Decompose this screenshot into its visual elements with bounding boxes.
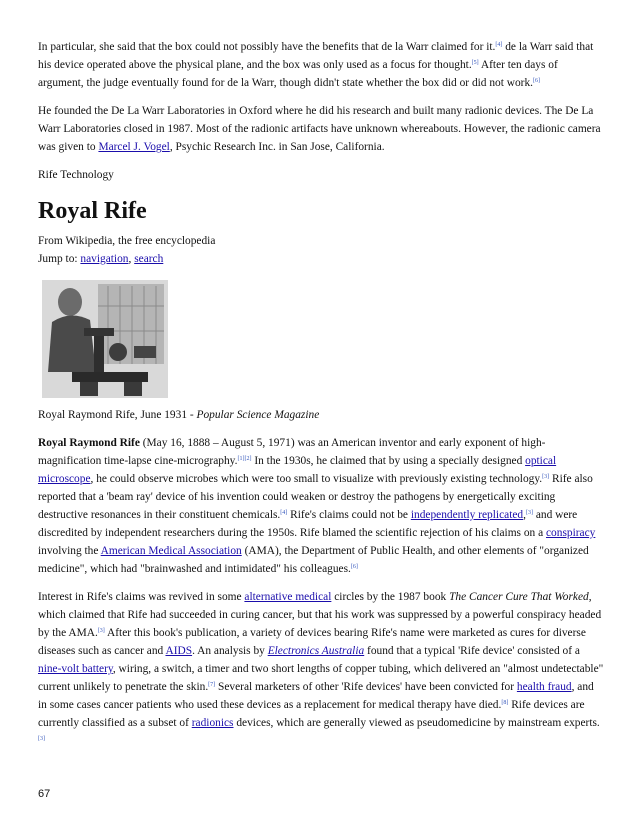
- book-title: The Cancer Cure That Worked: [449, 591, 589, 603]
- text: found that a typical 'Rife device' consisted of a: [364, 645, 580, 657]
- text: ,: [128, 253, 135, 265]
- text: ,: [523, 509, 526, 521]
- citation-ref[interactable]: [4]: [495, 42, 503, 48]
- text: Interest in Rife's claims was revived in some: [38, 591, 245, 603]
- text: , which claimed that Rife had succeeded in curing cancer, but that his work was suppressed by a powerful conspiracy headed by the AMA.: [38, 591, 602, 639]
- text: and were discredited by independent researchers during the 1950s. Rife blamed the scientific rejection of his claims on a: [38, 509, 578, 539]
- subject-name: Royal Raymond Rife: [38, 437, 140, 449]
- link-electronics-australia[interactable]: Electronics Australia: [267, 645, 365, 657]
- text: Rife's claims could not be: [287, 509, 411, 521]
- link-conspiracy[interactable]: conspiracy: [546, 527, 596, 539]
- citation-ref[interactable]: [3]: [525, 510, 533, 516]
- link-independently-replicated[interactable]: independently replicated: [410, 509, 524, 521]
- paragraph-de-la-warr-trial: [38, 38, 604, 92]
- text: In the 1930s, he claimed that by using a specially designed: [251, 455, 526, 467]
- photo-caption: [38, 406, 604, 424]
- citation-ref[interactable]: [3]: [38, 736, 45, 742]
- text: involving the: [38, 545, 101, 557]
- page-number: 67: [38, 788, 51, 800]
- text: (May 16, 1888 – August 5, 1971) was an American inventor and early exponent of high-magnification time-lapse cine-micrography.: [38, 437, 546, 467]
- citation-ref[interactable]: [3]: [542, 474, 550, 480]
- link-navigation[interactable]: navigation: [80, 253, 129, 265]
- link-search[interactable]: search: [134, 253, 164, 265]
- paragraph-biography: [38, 434, 604, 578]
- page-title: Royal Rife: [38, 198, 147, 224]
- text: . An analysis by: [192, 645, 268, 657]
- citation-ref[interactable]: [8]: [501, 700, 509, 706]
- text: After ten days of argument, the judge eventually found for de la Warr, though didn't state whether the box did or did not work.: [38, 59, 558, 89]
- royal-rife-photo: [38, 276, 172, 402]
- paragraph-revival: [38, 588, 604, 750]
- source-line: From Wikipedia, the free encyclopedia: [38, 235, 216, 247]
- paragraph-laboratories: [38, 102, 604, 156]
- text: de la Warr said that his device operated above the physical plane, and the box was only used as a focus for thought.: [38, 41, 594, 71]
- text: Rife also reported that a 'beam ray' device of his invention could weaken or destroy the pathogens by energetically exciting destructive resonances in their constituent chemicals.: [38, 473, 593, 521]
- text: circles by the 1987 book: [331, 591, 450, 603]
- link-optical-microscope[interactable]: optical microscope: [38, 455, 557, 485]
- citation-ref[interactable]: [3]: [97, 628, 105, 634]
- text: , and in some cases cancer patients who used these devices as a replacement for medical therapy have died.: [38, 681, 594, 711]
- text: In particular, she said that the box could not possibly have the benefits that de la Warr claimed for it.: [38, 41, 496, 53]
- link-health-fraud[interactable]: health fraud: [516, 681, 572, 693]
- section-label: Rife Technology: [38, 169, 114, 181]
- text: devices, which are generally viewed as pseudomedicine by mainstream experts.: [233, 717, 600, 729]
- link-alternative-medical[interactable]: alternative medical: [244, 591, 332, 603]
- link-marcel-vogel[interactable]: Marcel J. Vogel: [98, 141, 170, 153]
- citation-ref[interactable]: [6]: [350, 564, 358, 570]
- link-aids[interactable]: AIDS: [165, 645, 193, 657]
- link-nine-volt-battery[interactable]: nine-volt battery: [38, 663, 113, 675]
- text: , he could observe microbes which were too small to visualize with previously existing technology.: [90, 473, 543, 485]
- text: Rife devices are currently classified as a subset of: [38, 699, 585, 729]
- text: He founded the De La Warr Laboratories in Oxford where he did his research and built many radionic devices. The De La Warr Laboratories closed in 1987. Most of the radionic artifacts have unknown whereabouts. However, the radionic camera was given to: [38, 105, 601, 153]
- citation-ref[interactable]: [6]: [533, 78, 541, 84]
- citation-ref[interactable]: [4]: [280, 510, 288, 516]
- document-page: [38, 38, 604, 750]
- link-radionics[interactable]: radionics: [191, 717, 234, 729]
- text: Jump to:: [38, 253, 81, 265]
- caption-source: Popular Science Magazine: [196, 409, 320, 421]
- text: Royal Raymond Rife, June 1931 -: [38, 409, 197, 421]
- text: , Psychic Research Inc. in San Jose, California.: [169, 141, 385, 153]
- text: , wiring, a switch, a timer and two short lengths of copper tubing, which delivered an "almost undetectable" current unlikely to penetrate the skin.: [38, 663, 604, 693]
- text: After this book's publication, a variety of devices bearing Rife's name were marketed as cures for diverse diseases such as cancer and: [38, 627, 586, 657]
- link-american-medical-association[interactable]: American Medical Association: [100, 545, 242, 557]
- text: (AMA), the Department of Public Health, and other elements of "organized medicine", which had "brainwashed and intimidated" his colleagues.: [38, 545, 589, 575]
- citation-ref[interactable]: [1][2]: [237, 456, 252, 462]
- text: Several marketers of other 'Rife devices' have been convicted for: [215, 681, 517, 693]
- citation-ref[interactable]: [5]: [471, 60, 479, 66]
- jump-links: [38, 250, 604, 268]
- citation-ref[interactable]: [7]: [208, 682, 216, 688]
